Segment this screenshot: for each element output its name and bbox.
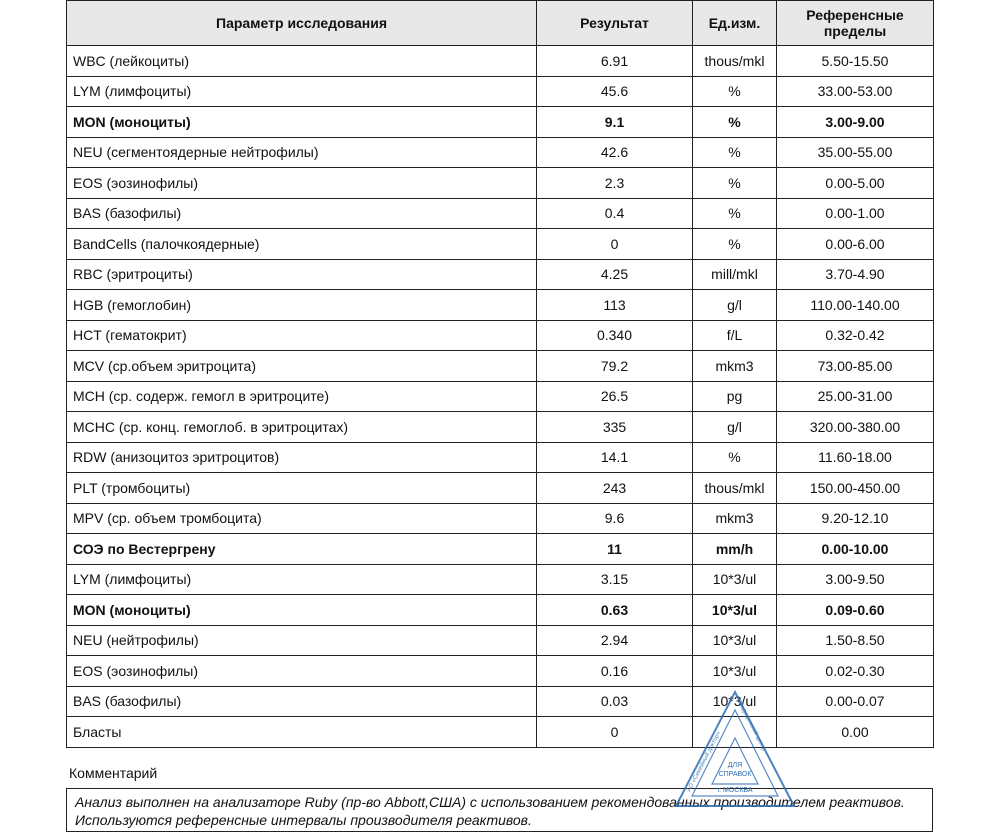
param-cell: MON (моноциты) (67, 595, 537, 626)
unit-cell: % (693, 107, 777, 138)
unit-cell: % (693, 168, 777, 199)
table-row (67, 625, 934, 656)
param-cell: MON (моноциты) (67, 107, 537, 138)
result-cell: 3.15 (537, 564, 693, 595)
reference-cell: 0.00-0.07 (777, 686, 934, 717)
table-row (67, 412, 934, 443)
reference-cell: 3.70-4.90 (777, 259, 934, 290)
stamp-right-text: Медицинский центр (736, 700, 767, 753)
reference-cell: 3.00-9.50 (777, 564, 934, 595)
reference-cell: 0.09-0.60 (777, 595, 934, 626)
table-row (67, 168, 934, 199)
unit-cell: thous/mkl (693, 46, 777, 77)
unit-cell: 10*3/ul (693, 625, 777, 656)
reference-cell: 9.20-12.10 (777, 503, 934, 534)
result-cell: 335 (537, 412, 693, 443)
unit-cell: 10*3/ul (693, 656, 777, 687)
table-row (67, 107, 934, 138)
header-reference (777, 1, 934, 46)
table-row (67, 595, 934, 626)
table-row (67, 473, 934, 504)
result-cell: 4.25 (537, 259, 693, 290)
unit-cell: % (693, 137, 777, 168)
unit-cell: pg (693, 381, 777, 412)
param-cell: NEU (нейтрофилы) (67, 625, 537, 656)
result-cell: 14.1 (537, 442, 693, 473)
param-cell: MPV (ср. объем тромбоцита) (67, 503, 537, 534)
result-cell: 11 (537, 534, 693, 565)
reference-cell: 0.02-0.30 (777, 656, 934, 687)
table-row (67, 137, 934, 168)
param-cell: HGB (гемоглобин) (67, 290, 537, 321)
param-cell: LYM (лимфоциты) (67, 564, 537, 595)
reference-cell: 0.00-1.00 (777, 198, 934, 229)
table-row (67, 564, 934, 595)
unit-cell: 10*3/ul (693, 686, 777, 717)
table-row (67, 259, 934, 290)
reference-cell: 11.60-18.00 (777, 442, 934, 473)
unit-cell: mm/h (693, 534, 777, 565)
result-cell: 6.91 (537, 46, 693, 77)
param-cell: MCH (ср. содерж. гемогл в эритроците) (67, 381, 537, 412)
stamp-bottom-text: г. МОСКВА (717, 787, 753, 794)
header-result: Результат (537, 1, 693, 46)
stamp-center-line1: ДЛЯ (727, 762, 743, 769)
reference-cell: 1.50-8.50 (777, 625, 934, 656)
header-reference-line1: Референсные (806, 7, 904, 23)
reference-cell: 5.50-15.50 (777, 46, 934, 77)
result-cell: 243 (537, 473, 693, 504)
reference-cell: 320.00-380.00 (777, 412, 934, 443)
unit-cell: mill/mkl (693, 259, 777, 290)
reference-cell: 0.00-6.00 (777, 229, 934, 260)
reference-cell: 73.00-85.00 (777, 351, 934, 382)
unit-cell: g/l (693, 412, 777, 443)
table-header-row (67, 1, 934, 46)
stamp-center-line2: СПРАВОК (718, 771, 752, 778)
param-cell: EOS (эозинофилы) (67, 656, 537, 687)
stamp-icon (672, 688, 798, 812)
result-cell: 79.2 (537, 351, 693, 382)
results-table (66, 0, 934, 748)
result-cell: 42.6 (537, 137, 693, 168)
table-row (67, 320, 934, 351)
table-row (67, 534, 934, 565)
reference-cell: 33.00-53.00 (777, 76, 934, 107)
reference-cell: 0.32-0.42 (777, 320, 934, 351)
unit-cell: % (693, 442, 777, 473)
reference-cell: 0.00-10.00 (777, 534, 934, 565)
param-cell: LYM (лимфоциты) (67, 76, 537, 107)
param-cell: EOS (эозинофилы) (67, 168, 537, 199)
reference-cell: 0.00 (777, 717, 934, 748)
result-cell: 2.94 (537, 625, 693, 656)
reference-cell: 25.00-31.00 (777, 381, 934, 412)
result-cell: 9.6 (537, 503, 693, 534)
unit-cell: f/L (693, 320, 777, 351)
result-cell: 2.3 (537, 168, 693, 199)
param-cell: WBC (лейкоциты) (67, 46, 537, 77)
reference-cell: 150.00-450.00 (777, 473, 934, 504)
table-row (67, 717, 934, 748)
table-row (67, 76, 934, 107)
table-row (67, 46, 934, 77)
param-cell: Бласты (67, 717, 537, 748)
param-cell: BAS (базофилы) (67, 198, 537, 229)
header-param: Параметр исследования (67, 1, 537, 46)
unit-cell: % (693, 229, 777, 260)
reference-cell: 35.00-55.00 (777, 137, 934, 168)
table-row (67, 290, 934, 321)
reference-cell: 110.00-140.00 (777, 290, 934, 321)
result-cell: 0.63 (537, 595, 693, 626)
table-row (67, 442, 934, 473)
table-row (67, 503, 934, 534)
param-cell: PLT (тромбоциты) (67, 473, 537, 504)
param-cell: RDW (анизоцитоз эритроцитов) (67, 442, 537, 473)
result-cell: 0 (537, 717, 693, 748)
table-row (67, 686, 934, 717)
unit-cell: 10*3/ul (693, 595, 777, 626)
table-row (67, 381, 934, 412)
stamp-left-text: АО «Семейный доктор» (686, 730, 723, 793)
param-cell: BAS (базофилы) (67, 686, 537, 717)
result-cell: 0.340 (537, 320, 693, 351)
unit-cell: % (693, 198, 777, 229)
param-cell: СОЭ по Вестергрену (67, 534, 537, 565)
table-row (67, 198, 934, 229)
result-cell: 0.03 (537, 686, 693, 717)
param-cell: MCV (ср.объем эритроцита) (67, 351, 537, 382)
table-row (67, 351, 934, 382)
result-cell: 113 (537, 290, 693, 321)
param-cell: HCT (гематокрит) (67, 320, 537, 351)
param-cell: MCHC (ср. конц. гемоглоб. в эритроцитах) (67, 412, 537, 443)
table-row (67, 229, 934, 260)
reference-cell: 3.00-9.00 (777, 107, 934, 138)
param-cell: RBC (эритроциты) (67, 259, 537, 290)
result-cell: 45.6 (537, 76, 693, 107)
result-cell: 9.1 (537, 107, 693, 138)
result-cell: 0.4 (537, 198, 693, 229)
header-unit: Ед.изм. (693, 1, 777, 46)
comment-label: Комментарий (69, 765, 158, 781)
reference-cell: 0.00-5.00 (777, 168, 934, 199)
result-cell: 0.16 (537, 656, 693, 687)
unit-cell: mkm3 (693, 351, 777, 382)
param-cell: NEU (сегментоядерные нейтрофилы) (67, 137, 537, 168)
unit-cell: % (693, 76, 777, 107)
comment-box: Анализ выполнен на анализаторе Ruby (пр-во Abbott,США) с использованием рекомендованных производителем реактивов. Используются референсные интервалы производителя реактивов. (66, 788, 933, 832)
unit-cell: 10*3/ul (693, 564, 777, 595)
unit-cell: mkm3 (693, 503, 777, 534)
param-cell: BandCells (палочкоядерные) (67, 229, 537, 260)
result-cell: 26.5 (537, 381, 693, 412)
result-cell: 0 (537, 229, 693, 260)
unit-cell: g/l (693, 290, 777, 321)
header-reference-line2: пределы (823, 23, 887, 39)
unit-cell: thous/mkl (693, 473, 777, 504)
table-row (67, 656, 934, 687)
